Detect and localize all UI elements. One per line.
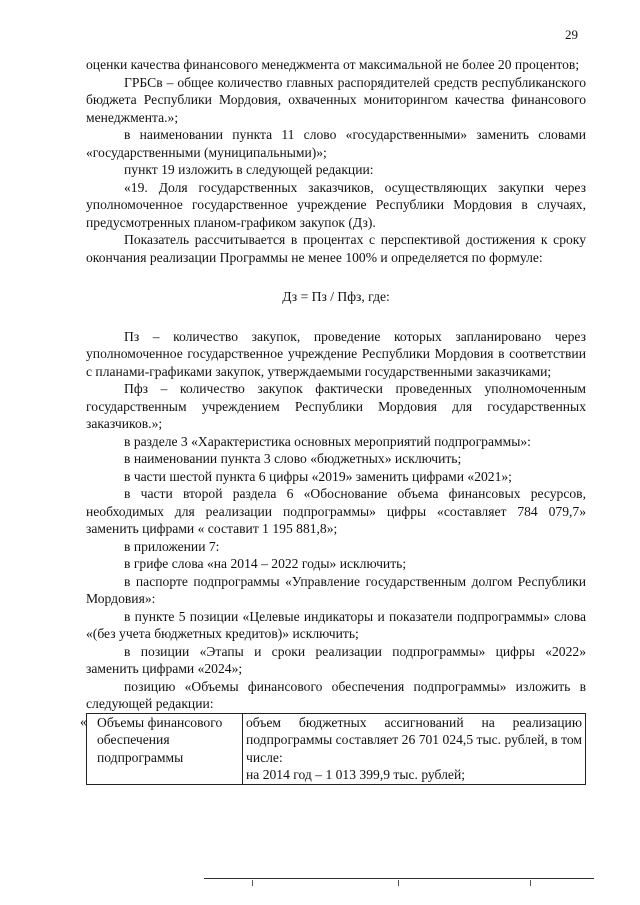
table-cell-value	[243, 713, 586, 784]
paragraph: Показатель рассчитывается в процентах с перспективой достижения к сроку окончания реализации Программы не менее 100% и определяется по формуле:	[86, 232, 586, 265]
paragraph: в разделе 3 «Характеристика основных мероприятий подпрограммы»:	[124, 433, 531, 449]
table-cell-label: Объемы финансового обеспечения подпрограммы	[87, 713, 243, 784]
paragraph: в позиции «Этапы и сроки реализации подпрограммы» цифры «2022» заменить цифрами «2024»;	[86, 643, 586, 676]
rule-tick	[530, 880, 531, 886]
paragraph: в части шестой пункта 6 цифры «2019» заменить цифрами «2021»;	[124, 468, 512, 484]
paragraph: в части второй раздела 6 «Обоснование объема финансовых ресурсов, необходимых для реализации подпрограммы» цифры «составляет 784 079,7» заменить цифрами « составит 1 195 881,8»;	[86, 486, 586, 536]
paragraph: Пз – количество закупок, проведение которых запланировано через уполномоченное государственное учреждение Республики Мордовия в соответствии с планами-графиками закупок, утверждаемыми государственными заказчиками;	[86, 328, 586, 379]
rule-tick	[398, 880, 399, 886]
paragraph: пункт 19 изложить в следующей редакции:	[124, 162, 374, 177]
table-row	[87, 713, 586, 784]
paragraph: в паспорте подпрограммы «Управление государственным долгом Республики Мордовия»:	[86, 573, 586, 606]
rule-tick	[252, 880, 253, 886]
financing-table	[86, 713, 586, 785]
paragraph: в наименовании пункта 3 слово «бюджетных» исключить;	[124, 451, 462, 466]
paragraph: позицию «Объемы финансового обеспечения подпрограммы» изложить в следующей редакции:	[86, 678, 586, 711]
document-body	[80, 56, 586, 785]
paragraph: в грифе слова «на 2014 – 2022 годы» исключить;	[124, 556, 407, 571]
table-cell-line: на 2014 год – 1 013 399,9 тыс. рублей;	[246, 767, 465, 782]
page-number: 29	[565, 27, 578, 42]
paragraph: оценки качества финансового менеджмента от максимальной не более 20 процентов;	[86, 57, 580, 72]
paragraph: Пфз – количество закупок фактически проведенных уполномоченным государственным учреждением Республики Мордовия для государственных заказчиков.»;	[86, 381, 586, 431]
paragraph: ГРБСв – общее количество главных распорядителей средств республиканского бюджета Республики Мордовия, охваченных мониторингом качества финансового менеджмента.»;	[86, 74, 586, 125]
open-quote: «	[80, 713, 87, 729]
paragraph: в наименовании пункта 11 слово «государственными» заменить словами «государственными (муниципальными)»;	[86, 127, 586, 160]
formula: Дз = Пз / Пфз, где:	[282, 289, 390, 304]
paragraph: в пункте 5 позиции «Целевые индикаторы и показатели подпрограммы» слова «(без учета бюджетных кредитов)» исключить;	[86, 608, 586, 641]
table-cell-line: объем бюджетных ассигнований на реализацию подпрограммы составляет 26 701 024,5 тыс. рублей, в том числе:	[246, 714, 582, 765]
financing-table-wrap	[80, 713, 586, 785]
paragraph: «19. Доля государственных заказчиков, осуществляющих закупки через уполномоченное государственное учреждение Республики Мордовия в случаях, предусмотренных планом-графиком закупок (Дз).	[86, 179, 586, 230]
page-bottom-rule	[204, 878, 594, 879]
paragraph: в приложении 7:	[124, 538, 220, 554]
